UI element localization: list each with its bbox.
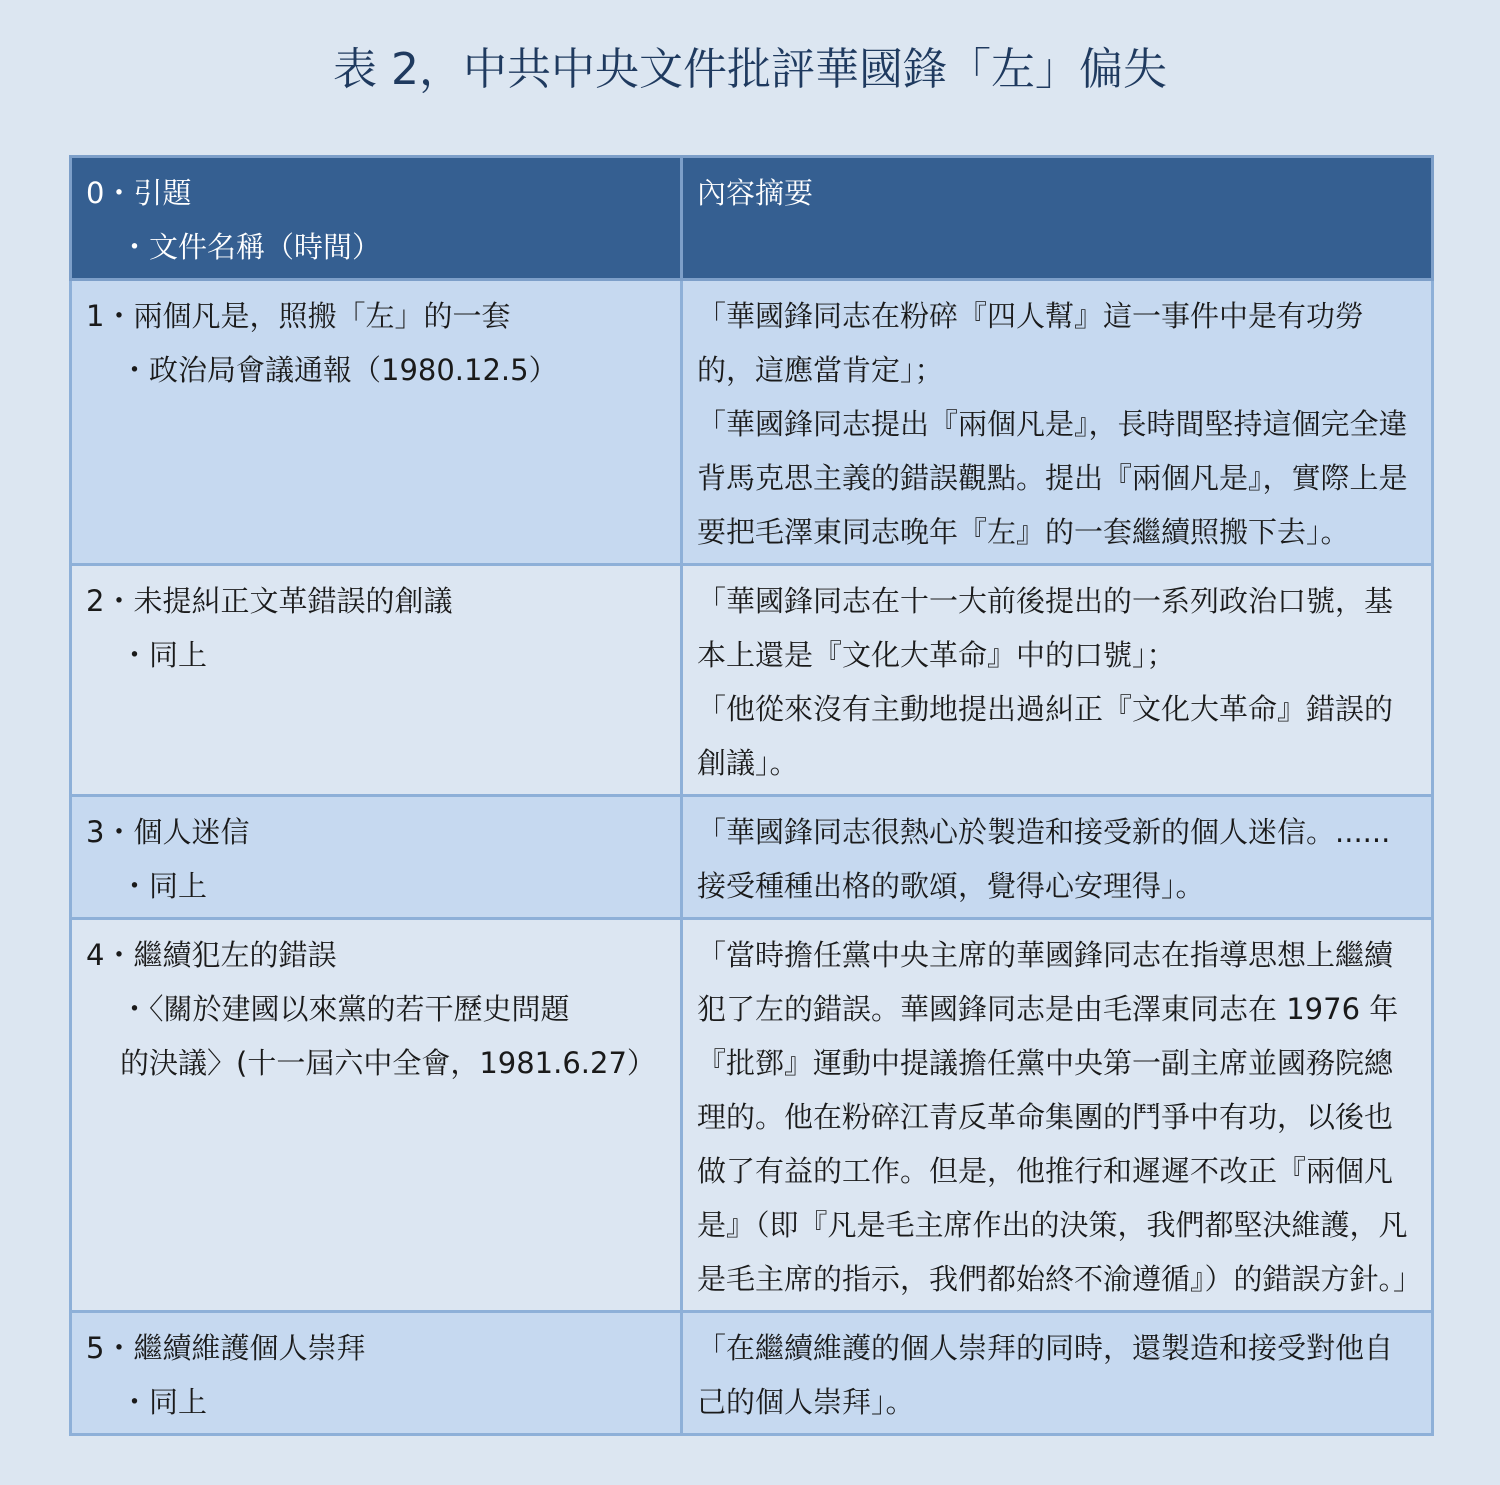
summary-cell bbox=[682, 796, 1433, 919]
topic-cell bbox=[71, 919, 682, 1312]
header-source-label: ・文件名稱（時間） bbox=[120, 230, 382, 264]
topic-cell bbox=[71, 280, 682, 565]
row-topic: 4・繼續犯左的錯誤 bbox=[86, 938, 337, 972]
header-topic-label: 0・引題 bbox=[86, 176, 192, 210]
table-row bbox=[71, 565, 1433, 796]
row-topic: 5・繼續維護個人崇拜 bbox=[86, 1331, 366, 1365]
table-row bbox=[71, 1312, 1433, 1435]
table-row bbox=[71, 919, 1433, 1312]
row-summary-paragraph: 「華國鋒同志提出『兩個凡是』，長時間堅持這個完全違背馬克思主義的錯誤觀點。提出『兩個凡是』，實際上是要把毛澤東同志晚年『左』的一套繼續照搬下去」。 bbox=[697, 407, 1408, 549]
row-summary-paragraph: 「在繼續維護的個人崇拜的同時，還製造和接受對他自己的個人崇拜」。 bbox=[697, 1331, 1394, 1419]
row-source: ・同上 bbox=[120, 638, 208, 672]
summary-cell bbox=[682, 1312, 1433, 1435]
summary-cell bbox=[682, 919, 1433, 1312]
header-summary-cell bbox=[682, 157, 1433, 280]
row-source: ・同上 bbox=[120, 869, 208, 903]
summary-table bbox=[69, 155, 1434, 1436]
table-title: 表 2，中共中央文件批評華國鋒「左」偏失 bbox=[333, 44, 1167, 95]
row-topic: 2・未提糾正文革錯誤的創議 bbox=[86, 584, 453, 618]
topic-cell bbox=[71, 1312, 682, 1435]
summary-cell bbox=[682, 565, 1433, 796]
summary-cell bbox=[682, 280, 1433, 565]
table-row bbox=[71, 280, 1433, 565]
row-summary-paragraph: 「華國鋒同志很熱心於製造和接受新的個人迷信。......接受種種出格的歌頌，覺得心安理得」。 bbox=[697, 815, 1391, 903]
row-topic: 1・兩個凡是，照搬「左」的一套 bbox=[86, 299, 511, 333]
topic-cell bbox=[71, 565, 682, 796]
row-source: ・〈關於建國以來黨的若干歷史問題 bbox=[120, 992, 570, 1026]
row-topic: 3・個人迷信 bbox=[86, 815, 250, 849]
topic-cell bbox=[71, 796, 682, 919]
row-summary-paragraph: 「華國鋒同志在十一大前後提出的一系列政治口號，基本上還是『文化大革命』中的口號」； bbox=[697, 584, 1394, 672]
table-header-row bbox=[71, 157, 1433, 280]
row-summary-paragraph: 「華國鋒同志在粉碎『四人幫』這一事件中是有功勞的，這應當肯定」； bbox=[697, 299, 1365, 387]
row-summary-paragraph: 「當時擔任黨中央主席的華國鋒同志在指導思想上繼續犯了左的錯誤。華國鋒同志是由毛澤東同志在 1976 年『批鄧』運動中提議擔任黨中央第一副主席並國務院總理的。他在粉碎江青反革命集團的鬥爭中有功，以後也做了有益的工作。但是，他推行和遲遲不改正『兩個凡是』（即『凡是毛主席作出的決策，我們都堅決維護，凡是毛主席的指示，我們都始終不渝遵循』）的錯誤方針。」 bbox=[697, 938, 1423, 1296]
row-source-continued: 的決議〉(十一屆六中全會，1981.6.27） bbox=[120, 1046, 656, 1080]
row-source: ・政治局會議通報（1980.12.5） bbox=[120, 353, 558, 387]
header-summary-label: 內容摘要 bbox=[697, 176, 814, 210]
row-source: ・同上 bbox=[120, 1385, 208, 1419]
header-topic-cell bbox=[71, 157, 682, 280]
table-row bbox=[71, 796, 1433, 919]
row-summary-paragraph: 「他從來沒有主動地提出過糾正『文化大革命』錯誤的創議」。 bbox=[697, 692, 1394, 780]
